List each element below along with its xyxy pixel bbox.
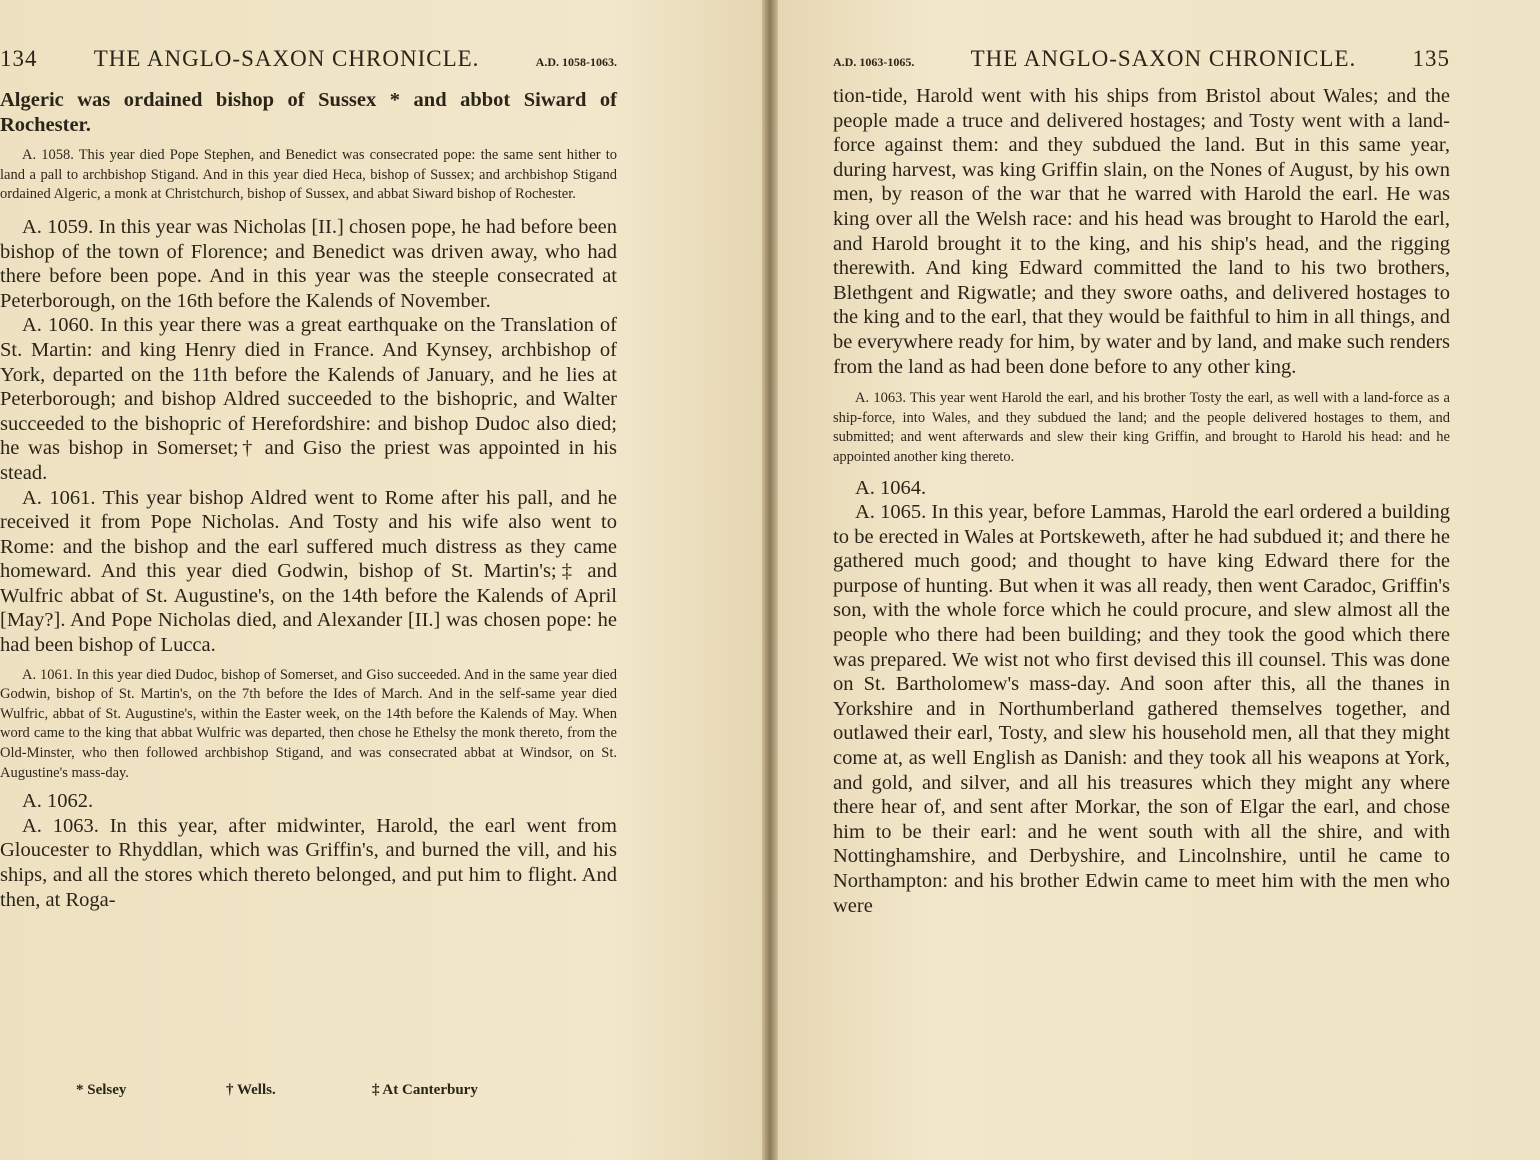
left-page-number: 134 bbox=[0, 46, 38, 71]
right-date-range: A.D. 1063-1065. bbox=[833, 55, 915, 69]
right-header bbox=[833, 46, 1450, 80]
para-1061: A. 1061. This year bishop Aldred went to Rome after his pall, and he received it from Pope Nicholas. And Tosty and his wife also went to Rome: and the bishop and the earl suffered much distress as they came homeward. And this year died Godwin, bishop of St. Martin's;‡ and Wulfric abbat of St. Augustine's, on the 14th before the Kalends of April [May?]. And Pope Nicholas died, and Alexander [II.] was chosen pope: he had been bishop of Lucca. bbox=[0, 486, 617, 657]
footnote-selsey: * Selsey bbox=[76, 1082, 127, 1098]
book-gutter bbox=[762, 0, 778, 1160]
left-header bbox=[0, 46, 617, 80]
small-1063: A. 1063. This year went Harold the earl, and his brother Tosty the earl, as well with a land-force as a ship-force, into Wales, and they subdued the land; and the people delivered hostages to them, and submitted; and went afterwards and slew their king Griffin, and brought to Harold his head: and he appointed another king thereto. bbox=[833, 390, 1450, 465]
para-1063: A. 1063. In this year, after midwinter, Harold, the earl went from Gloucester to Rhyddlan, which was Griffin's, and burned the vill, and his ships, and all the stores which thereto belonged, and put him to flight. And then, at Roga- bbox=[0, 814, 617, 911]
right-running-title: THE ANGLO-SAXON CHRONICLE. bbox=[970, 46, 1357, 71]
small-1058: A. 1058. This year died Pope Stephen, and Benedict was consecrated pope: the same sent hither to land a pall to archbishop Stigand. And in this year died Heca, bishop of Sussex; and archbishop Stigand ordained Algeric, a monk at Christchurch, bishop of Sussex, and abbat Siward bishop of Rochester. bbox=[0, 147, 617, 203]
para-1065: A. 1065. In this year, before Lammas, Harold the earl ordered a building to be erected in Wales at Portskeweth, after he had subdued it; and there he gathered much good; and thought to have king Edward there for the purpose of hunting. But when it was all ready, then went Caradoc, Griffin's son, with the whole force which he could procure, and slew almost all the people who there had been building; and they took the good which there was prepared. We wist not who first devised this ill counsel. This was done on St. Bartholomew's mass-day. And soon after this, all the thanes in Yorkshire and in Northumberland gathered themselves together, and outlawed their earl, Tosty, and slew his household men, all that they might come at, as well English as Danish: and they took all his weapons at York, and gold, and silver, and all his treasures which they might any where there hear of, and sent after Morkar, the son of Elgar the earl, and chose him to be their earl: and he went south with all the shire, and with Nottinghamshire, and Derbyshire, and Lincolnshire, until he came to Northampton: and his brother Edwin came to meet him with the men who were bbox=[833, 501, 1450, 917]
para-1062: A. 1062. bbox=[22, 790, 94, 813]
left-running-title: THE ANGLO-SAXON CHRONICLE. bbox=[93, 46, 480, 71]
footnotes bbox=[0, 1082, 617, 1099]
right-page-number: 135 bbox=[1412, 46, 1450, 71]
right-body bbox=[833, 84, 1450, 918]
footnote-canterbury: ‡ At Canterbury bbox=[372, 1082, 478, 1098]
footnote-wells: † Wells. bbox=[226, 1082, 276, 1098]
para-1064: A. 1064. bbox=[855, 476, 927, 499]
left-body bbox=[0, 88, 617, 912]
para-top: Algeric was ordained bishop of Sussex * and abbot Siward of Rochester. bbox=[0, 89, 617, 136]
small-1061: A. 1061. In this year died Dudoc, bishop of Somerset, and Giso succeeded. And in the same year died Godwin, bishop of St. Martin's, on the 7th before the Ides of March. And in the self-same year died Wulfric, abbat of St. Augustine's, within the Easter week, on the 14th before the Kalends of May. When word came to the king that abbat Wulfric was departed, then chose he Ethelsy the monk thereto, from the Old-Minster, who then followed archbishop Stigand, and was consecrated abbat at Windsor, on St. Augustine's mass-day. bbox=[0, 666, 617, 781]
para-1060: A. 1060. In this year there was a great earthquake on the Translation of St. Martin: and king Henry died in France. And Kynsey, archbishop of York, departed on the 11th before the Kalends of January, and he lies at Peterborough; and bishop Aldred succeeded to the bishopric, and Walter succeeded to the bishopric of Herefordshire: and bishop Dudoc also died; he was bishop in Somerset;† and Giso the priest was appointed in his stead. bbox=[0, 314, 617, 484]
left-date-range: A.D. 1058-1063. bbox=[535, 55, 617, 69]
para-continuation: tion-tide, Harold went with his ships from Bristol about Wales; and the people made a truce and delivered hostages; and Tosty went with a land-force against them: and they subdued the land. But in this same year, during harvest, was king Griffin slain, on the Nones of August, by his own men, by reason of the war that he warred with Harold the earl. He was king over all the Welsh race: and his head was brought to Harold the earl, and Harold brought it to the king, and his ship's head, and the rigging therewith. And king Edward committed the land to his two brothers, Blethgent and Rigwatle; and they swore oaths, and delivered hostages to the king and to the earl, that they would be faithful to him in all things, and be everywhere ready for him, by water and by land, and make such renders from the land as had been done before to any other king. bbox=[833, 85, 1450, 378]
para-1059: A. 1059. In this year was Nicholas [II.] chosen pope, he had before been bishop of the town of Florence; and Benedict was driven away, who had there before been pope. And in this year was the steeple consecrated at Peterborough, on the 16th before the Kalends of November. bbox=[0, 215, 617, 312]
